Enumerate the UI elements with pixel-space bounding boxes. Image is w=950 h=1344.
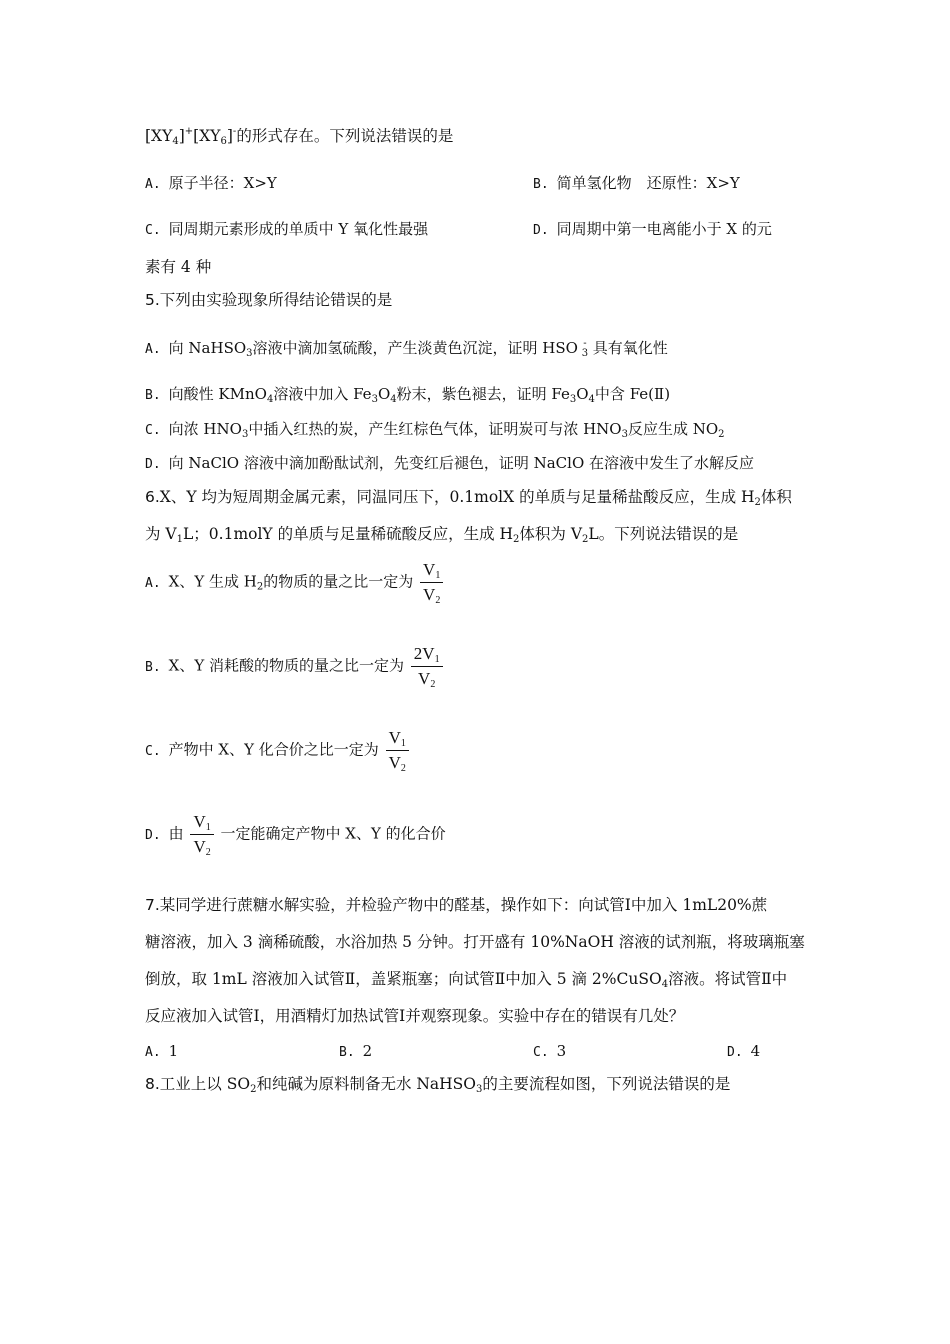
q7-stem-line-2: 糖溶液，加入 3 滴稀硫酸，水浴加热 5 分钟。打开盛有 10%NaOH 溶液的试剂瓶，将玻璃瓶塞: [145, 933, 805, 951]
q4-option-c: C. 同周期元素形成的单质中 Y 氧化性最强: [145, 220, 429, 238]
q6-option-d: D. 由 $\frac{V_1}{V_2}$ 一定能确定产物中 X、Y 的化合价: [145, 812, 446, 858]
q6-stem-line-2: 为 $V_1L$；0.1molY 的单质与足量稀硫酸反应，生成 $H_2$体积为 $V_2L$。下列说法错误的是: [145, 525, 739, 545]
fraction-2v1-over-v2: $\frac{2V_1}{V_2}$: [411, 644, 443, 689]
q7-stem-line-3: 倒放，取 1mL 溶液加入试管Ⅱ，盖紧瓶塞；向试管Ⅱ中加入 5 滴 2%CuSO$_4$溶液。将试管Ⅱ中: [145, 970, 788, 990]
q4-intro-line: $[XY_4]^+[XY_6]^-$的形式存在。下列说法错误的是: [145, 126, 454, 147]
q6-option-b: B. X、Y 消耗酸的物质的量之比一定为 $\frac{2V_1}{V_2}$: [145, 644, 445, 689]
q5-option-c: C. 向浓 $HNO_3$中插入红热的炭，产生红棕色气体，证明炭可与浓 $HNO_3$反应生成 $NO_2$: [145, 420, 725, 440]
q7-option-c: C. 3: [533, 1042, 567, 1060]
q4-option-d-wrap: 素有 4 种: [145, 258, 212, 276]
q6-option-a: A. X、Y 生成 $H_2$的物质的量之比一定为 $\frac{V_1}{V_2}$: [145, 560, 445, 605]
fraction-v1-over-v2: $\frac{V_1}{V_2}$: [190, 812, 213, 857]
q5-option-a: A. 向 NaHSO$_3$溶液中滴加氢硫酸，产生淡黄色沉淀，证明 HSO - 3 具有氧化性: [145, 338, 668, 359]
q7-stem-line-4: 反应液加入试管Ⅰ，用酒精灯加热试管Ⅰ并观察现象。实验中存在的错误有几处？: [145, 1007, 685, 1025]
q7-stem-line-1: 7.某同学进行蔗糖水解实验，并检验产物中的醛基，操作如下：向试管Ⅰ中加入 1mL20%蔗: [145, 896, 768, 914]
q4-option-a: A. 原子半径：X>Y: [145, 174, 277, 192]
fraction-v1-over-v2: $\frac{V_1}{V_2}$: [386, 728, 409, 773]
q7-option-a: A. 1: [145, 1042, 179, 1060]
q5-option-b: B. 向酸性 KMnO$_4$溶液中加入 $Fe_3O_4$粉末，紫色褪去，证明 $Fe_3O_4$中含 Fe(Ⅱ): [145, 385, 671, 405]
q7-option-b: B. 2: [339, 1042, 373, 1060]
fraction-v1-over-v2: $\frac{V_1}{V_2}$: [420, 560, 443, 605]
q5-option-d: D. 向 NaClO 溶液中滴加酚酞试剂，先变红后褪色，证明 NaClO 在溶液中发生了水解反应: [145, 454, 755, 472]
q4-option-b: B. 简单氢化物 还原性：X>Y: [533, 174, 740, 192]
q5-stem: 5.下列由实验现象所得结论错误的是: [145, 291, 393, 309]
q6-stem-line-1: 6.X、Y 均为短周期金属元素，同温同压下，0.1molX 的单质与足量稀盐酸反应，生成 $H_2$体积: [145, 488, 792, 508]
q6-option-c: C. 产物中 X、Y 化合价之比一定为 $\frac{V_1}{V_2}$: [145, 728, 411, 773]
q8-stem: 8.工业上以 $SO_2$和纯碱为原料制备无水 NaHSO$_3$的主要流程如图，下列说法错误的是: [145, 1075, 731, 1095]
q4-option-d: D. 同周期中第一电离能小于 X 的元: [533, 220, 772, 238]
q7-option-d: D. 4: [727, 1042, 761, 1060]
